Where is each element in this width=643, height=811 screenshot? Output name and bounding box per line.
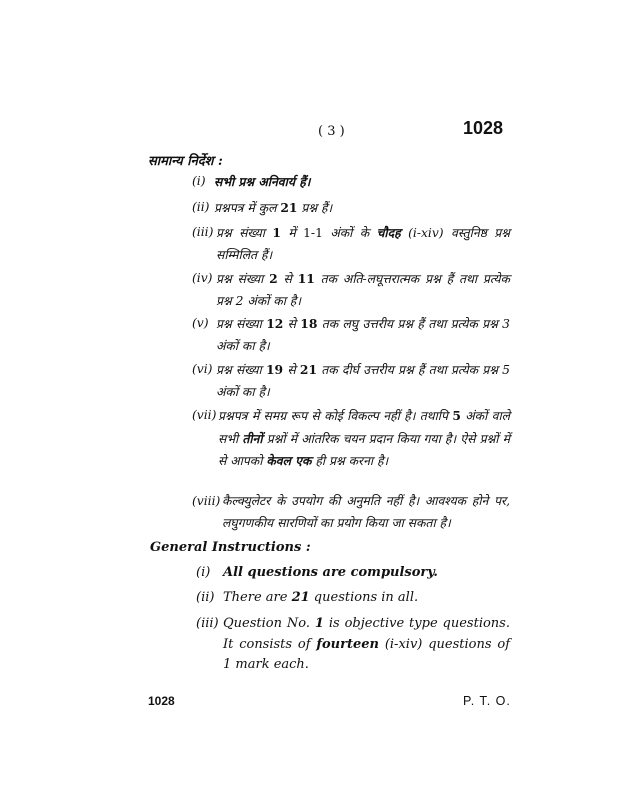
item-text: Question No. 1 is objective type questions. It consists of fourteen (i-xiv) questions of 1 mark each. <box>223 616 510 672</box>
item-number: (iii) <box>192 225 214 239</box>
item-number: (ii) <box>196 590 215 605</box>
english-instructions-title: General Instructions : <box>150 540 311 555</box>
hindi-instruction-7 <box>192 405 510 473</box>
item-text: प्रश्नपत्र में कुल 21 प्रश्न हैं। <box>214 200 333 215</box>
item-text: All questions are compulsory. <box>223 565 438 580</box>
page-number: ( 3 ) <box>318 124 345 139</box>
hindi-instruction-2 <box>192 197 512 220</box>
hindi-instruction-4 <box>192 268 510 312</box>
item-number: (iii) <box>196 616 219 631</box>
item-text: प्रश्न संख्या 2 से 11 तक अति-लघूत्तरात्मक प्रश्न हैं तथा प्रत्येक प्रश्न 2 अंकों का है। <box>216 271 510 308</box>
hindi-instruction-8 <box>192 491 510 534</box>
item-number: (v) <box>192 316 209 330</box>
item-text: प्रश्नपत्र में समग्र रूप से कोई विकल्प नहीं है। तथापि 5 अंकों वाले सभी तीनों प्रश्नों में आंतरिक चयन प्रदान किया गया है। ऐसे प्रश्नों में से आपको केवल एक ही प्रश्न करना है। <box>218 408 510 468</box>
hindi-instructions-title: सामान्य निर्देश : <box>148 154 223 169</box>
item-text: प्रश्न संख्या 12 से 18 तक लघु उत्तरीय प्रश्न हैं तथा प्रत्येक प्रश्न 3 अंकों का है। <box>216 316 510 353</box>
item-number: (i) <box>192 174 206 188</box>
pto-label: P. T. O. <box>463 694 511 708</box>
item-number: (ii) <box>192 200 210 214</box>
hindi-instruction-6 <box>192 359 510 403</box>
hindi-instruction-3 <box>192 222 510 266</box>
item-text: सभी प्रश्न अनिवार्य हैं। <box>214 174 311 189</box>
item-text: कैल्क्युलेटर के उपयोग की अनुमति नहीं है। आवश्यक होने पर, लघुगणकीय सारणियों का प्रयोग किया जा सकता है। <box>222 494 510 530</box>
paper-code-footer: 1028 <box>148 694 175 708</box>
item-number: (vi) <box>192 362 213 376</box>
item-number: (i) <box>196 565 211 580</box>
english-instruction-3 <box>196 614 510 676</box>
item-text: प्रश्न संख्या 1 में 1-1 अंकों के चौदह (i-xiv) वस्तुनिष्ठ प्रश्न सम्मिलित हैं। <box>216 225 510 262</box>
item-text: There are 21 questions in all. <box>223 590 419 605</box>
item-number: (viii) <box>192 494 221 508</box>
item-text: प्रश्न संख्या 19 से 21 तक दीर्घ उत्तरीय प्रश्न हैं तथा प्रत्येक प्रश्न 5 अंकों का है। <box>216 362 511 399</box>
hindi-instruction-5 <box>192 313 510 357</box>
hindi-instruction-1 <box>192 171 512 193</box>
english-instruction-1 <box>196 563 510 584</box>
paper-code-header: 1028 <box>463 118 504 138</box>
item-number: (vii) <box>192 408 217 422</box>
english-instruction-2 <box>196 588 510 609</box>
item-number: (iv) <box>192 271 213 285</box>
